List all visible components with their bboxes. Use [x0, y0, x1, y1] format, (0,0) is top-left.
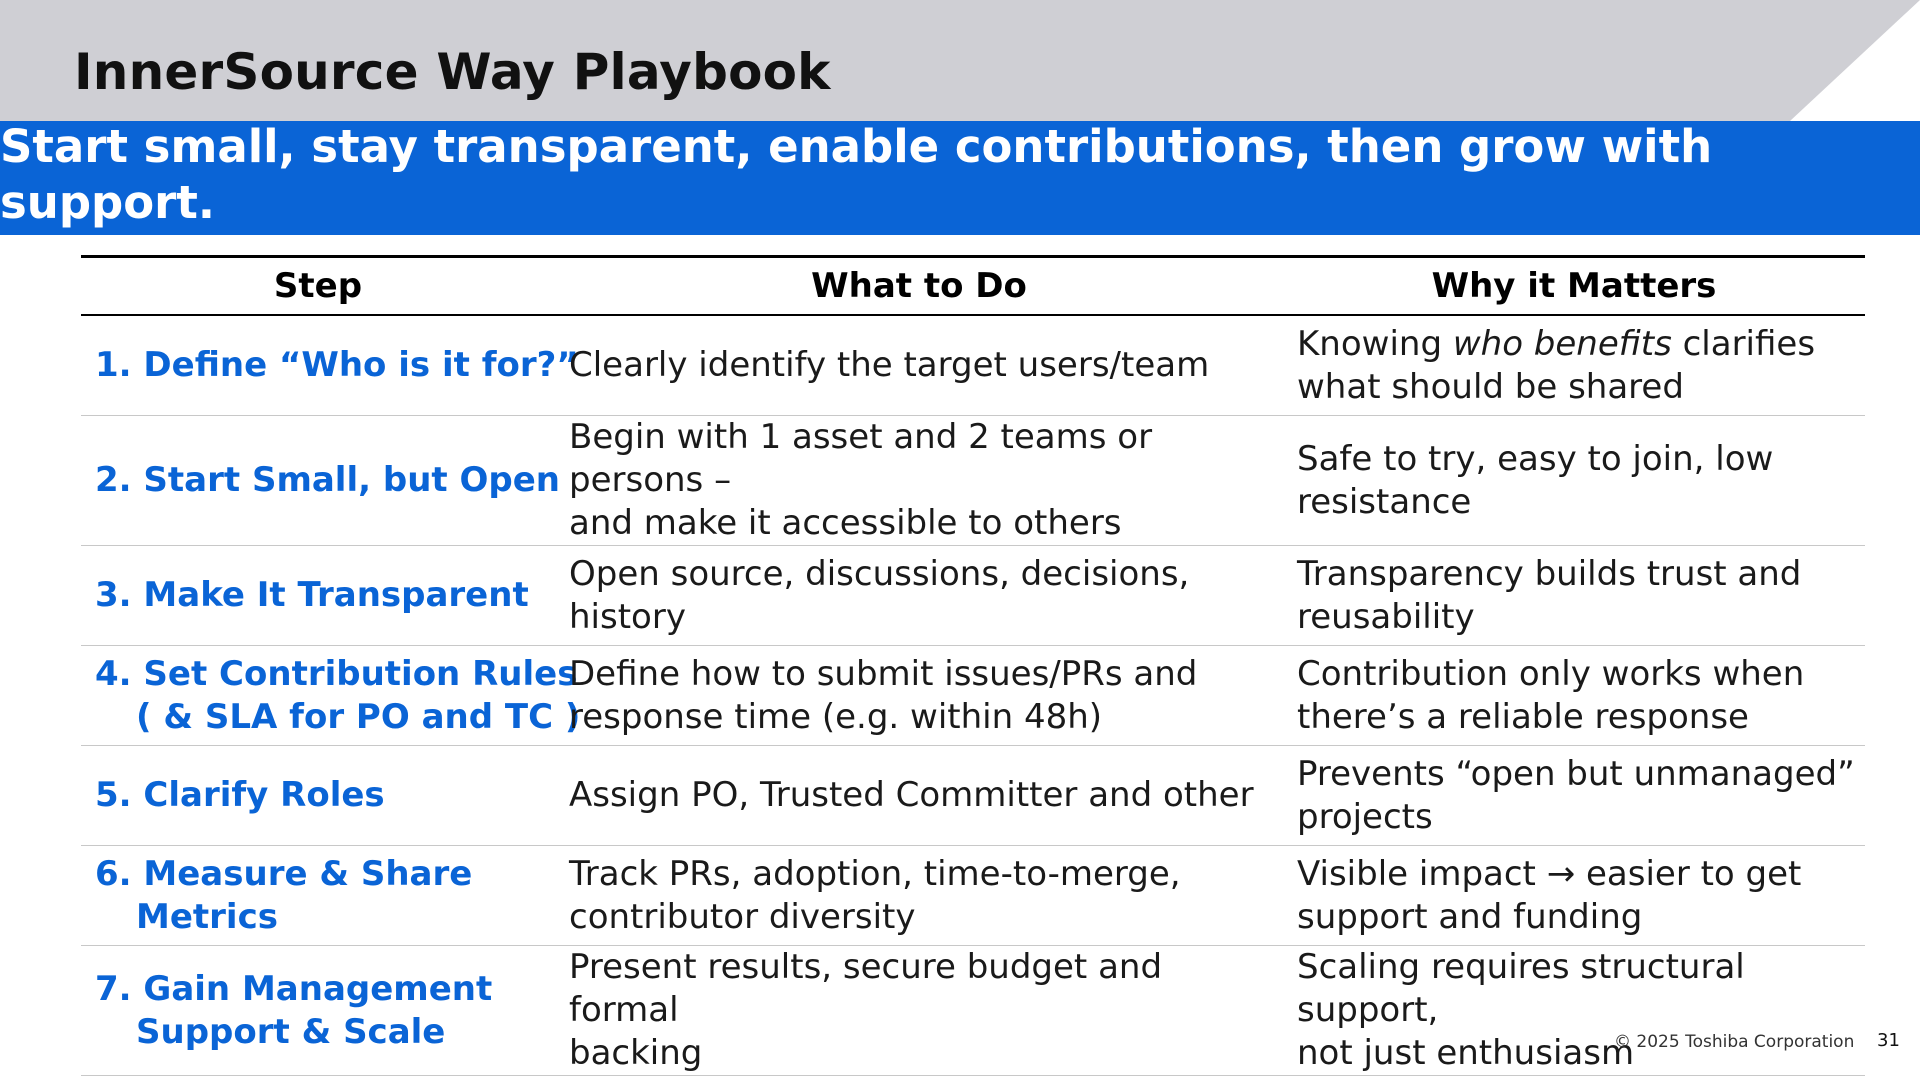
step-label: 6. Measure & Share	[95, 853, 473, 894]
what-text: backing	[569, 1033, 703, 1073]
step-cell	[81, 416, 561, 546]
step-label-continued: Support & Scale	[136, 1011, 446, 1052]
why-cell	[1283, 846, 1865, 946]
copyright-notice: © 2025 Toshiba Corporation	[1614, 1032, 1855, 1052]
what-cell	[555, 416, 1283, 546]
why-text: there’s a reliable response	[1297, 696, 1749, 737]
header-what-to-do: What to Do	[555, 257, 1283, 316]
header-step: Step	[81, 257, 555, 316]
step-label: 1. Define “Who is it for?”	[95, 345, 579, 385]
table-row	[81, 746, 1865, 846]
table-row	[81, 846, 1865, 946]
what-text: Define how to submit issues/PRs and	[569, 653, 1198, 694]
step-label-continued: ( & SLA for PO and TC )	[136, 696, 581, 737]
why-cell	[1283, 546, 1865, 646]
step-label-continued: Metrics	[136, 896, 278, 937]
why-cell	[1283, 315, 1865, 416]
what-text: Assign PO, Trusted Committer and other	[569, 775, 1254, 815]
why-text: not just enthusiasm	[1297, 1033, 1635, 1073]
step-label: 7. Gain Management	[95, 968, 493, 1009]
what-text: Open source, discussions, decisions, history	[569, 553, 1190, 637]
playbook-table	[81, 255, 1865, 1076]
why-text: Contribution only works when	[1297, 653, 1805, 694]
why-cell	[1283, 416, 1865, 546]
table-row	[81, 646, 1865, 746]
why-text: Scaling requires structural support,	[1297, 947, 1745, 1030]
page-title: InnerSource Way Playbook	[74, 43, 831, 101]
why-cell	[1283, 946, 1865, 1076]
step-cell	[81, 546, 555, 646]
page-number: 31	[1877, 1030, 1900, 1051]
step-cell	[81, 646, 581, 746]
step-cell	[81, 746, 555, 846]
table-row	[81, 546, 1865, 646]
what-cell	[555, 646, 1283, 746]
table-row	[81, 315, 1865, 416]
header-why-it-matters: Why it Matters	[1283, 257, 1865, 316]
what-text: contributor diversity	[569, 896, 916, 937]
step-label: 2. Start Small, but Open	[95, 460, 561, 500]
why-text: Prevents “open but unmanaged”	[1297, 753, 1855, 794]
why-cell	[1283, 646, 1865, 746]
key-message-banner	[0, 121, 1920, 235]
why-text: what should be shared	[1297, 366, 1684, 407]
what-text: Track PRs, adoption, time-to-merge,	[569, 853, 1181, 894]
why-text: Visible impact → easier to get	[1297, 853, 1802, 894]
what-text: Begin with 1 asset and 2 teams or persons –	[569, 417, 1153, 500]
why-text: resistance	[1297, 481, 1472, 522]
what-cell	[555, 746, 1283, 846]
why-text: Safe to try, easy to join, low	[1297, 438, 1774, 479]
step-cell	[81, 315, 579, 416]
step-cell	[81, 846, 555, 946]
step-label: 4. Set Contribution Rules	[95, 653, 578, 694]
step-label: 5. Clarify Roles	[95, 775, 385, 815]
what-cell	[555, 846, 1283, 946]
table-row	[81, 946, 1865, 1076]
why-text-pre: Knowing	[1297, 323, 1453, 364]
why-text: reusability	[1297, 596, 1475, 637]
why-text: Transparency builds trust and	[1297, 553, 1802, 594]
what-text: Clearly identify the target users/team	[569, 345, 1210, 385]
what-cell	[555, 946, 1283, 1076]
table-row	[81, 416, 1865, 546]
what-cell	[555, 315, 1283, 416]
why-text-emphasis: who benefits	[1452, 323, 1672, 364]
what-cell	[555, 546, 1283, 646]
key-message-text: Start small, stay transparent, enable contributions, then grow with support.	[0, 120, 1713, 229]
what-text: and make it accessible to others	[569, 503, 1122, 543]
why-text: support and funding	[1297, 896, 1643, 937]
why-text: projects	[1297, 796, 1433, 837]
what-text: Present results, secure budget and formal	[569, 947, 1163, 1030]
why-cell	[1283, 746, 1865, 846]
step-label: 3. Make It Transparent	[95, 575, 529, 615]
what-text: response time (e.g. within 48h)	[569, 696, 1103, 737]
why-text-post: clarifies	[1671, 323, 1816, 364]
table-header-row	[81, 257, 1865, 316]
step-cell	[81, 946, 555, 1076]
